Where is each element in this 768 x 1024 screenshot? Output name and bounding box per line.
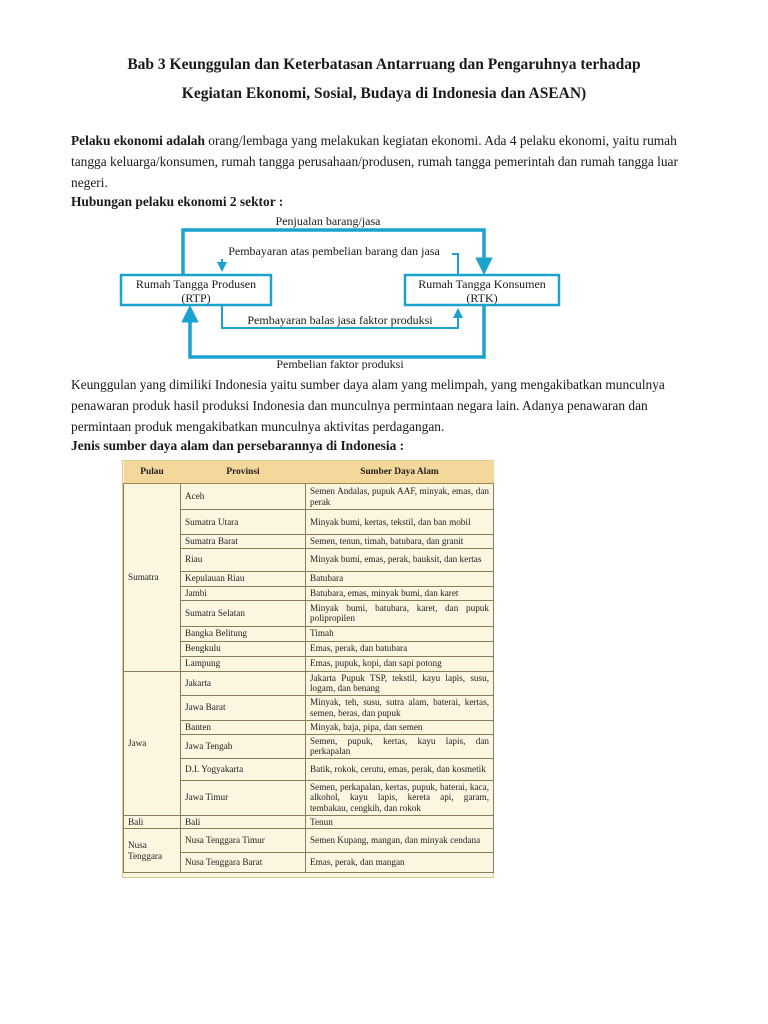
cell-sumber-daya-alam: Minyak bumi, kertas, tekstil, dan ban mobil bbox=[306, 510, 494, 535]
inner-top-flow-label: Pembayaran atas pembelian barang dan jasa bbox=[228, 244, 440, 258]
cell-sumber-daya-alam: Batubara, emas, minyak bumi, dan karet bbox=[306, 586, 494, 600]
cell-sumber-daya-alam: Semen, perkapalan, kertas, pupuk, baterai, kaca, alkohol, kayu lapis, kereta api, garam, tembakau, cengkih, dan rokok bbox=[306, 780, 494, 815]
header-provinsi: Provinsi bbox=[181, 461, 306, 484]
cell-provinsi: Lampung bbox=[181, 656, 306, 671]
table-header-row bbox=[124, 461, 494, 484]
cell-provinsi: Bangka Belitung bbox=[181, 626, 306, 641]
cell-provinsi: Sumatra Selatan bbox=[181, 600, 306, 626]
table-row bbox=[124, 671, 494, 695]
cell-sumber-daya-alam: Emas, perak, dan mangan bbox=[306, 853, 494, 873]
table-row bbox=[124, 815, 494, 829]
inner-bottom-flow-label: Pembayaran balas jasa faktor produksi bbox=[247, 313, 433, 327]
cell-provinsi: Aceh bbox=[181, 484, 306, 510]
cell-provinsi: Jawa Timur bbox=[181, 780, 306, 815]
cell-pulau: Bali bbox=[124, 815, 181, 829]
cell-sumber-daya-alam: Semen Andalas, pupuk AAF, minyak, emas, dan perak bbox=[306, 484, 494, 510]
header-sumber-daya-alam: Sumber Daya Alam bbox=[306, 461, 494, 484]
diagram-heading: Hubungan pelaku ekonomi 2 sektor : bbox=[71, 194, 284, 209]
intro-paragraph bbox=[71, 130, 711, 193]
top-flow-label: Penjualan barang/jasa bbox=[275, 214, 381, 228]
cell-pulau: Nusa Tenggara bbox=[124, 829, 181, 873]
cell-provinsi: Sumatra Utara bbox=[181, 510, 306, 535]
cell-sumber-daya-alam: Timah bbox=[306, 626, 494, 641]
cell-provinsi: Bali bbox=[181, 815, 306, 829]
cell-provinsi: D.I. Yogyakarta bbox=[181, 758, 306, 780]
title-line-1: Bab 3 Keunggulan dan Keterbatasan Antarruang dan Pengaruhnya terhadap bbox=[127, 56, 641, 73]
cell-provinsi: Banten bbox=[181, 720, 306, 734]
cell-sumber-daya-alam: Batik, rokok, cerutu, emas, perak, dan kosmetik bbox=[306, 758, 494, 780]
cell-provinsi: Jakarta bbox=[181, 671, 306, 695]
cell-sumber-daya-alam: Emas, pupuk, kopi, dan sapi potong bbox=[306, 656, 494, 671]
cell-provinsi: Nusa Tenggara Barat bbox=[181, 853, 306, 873]
cell-sumber-daya-alam: Batubara bbox=[306, 571, 494, 586]
cell-sumber-daya-alam: Jakarta Pupuk TSP, tekstil, kayu lapis, susu, logam, dan benang bbox=[306, 671, 494, 695]
intro-text: orang/lembaga yang melakukan kegiatan ekonomi. Ada 4 pelaku ekonomi, yaitu rumah tangga keluarga/konsumen, rumah tangga perusahaan/produsen, rumah tangga pemerintah dan rumah tangga luar negeri. bbox=[71, 133, 678, 190]
table-row bbox=[124, 829, 494, 853]
rtp-label-line-1: Rumah Tangga Produsen bbox=[135, 277, 257, 291]
table-row bbox=[124, 484, 494, 510]
rtk-label-line-2: (RTK) bbox=[466, 291, 498, 305]
cell-provinsi: Jawa Barat bbox=[181, 695, 306, 720]
cell-provinsi: Nusa Tenggara Timur bbox=[181, 829, 306, 853]
cell-sumber-daya-alam: Semen, tenun, timah, batubara, dan granit bbox=[306, 535, 494, 549]
cell-provinsi: Sumatra Barat bbox=[181, 535, 306, 549]
intro-bold-term: Pelaku ekonomi adalah bbox=[71, 133, 205, 148]
bottom-flow-label: Pembelian faktor produksi bbox=[276, 357, 404, 370]
cell-sumber-daya-alam: Tenun bbox=[306, 815, 494, 829]
cell-sumber-daya-alam: Minyak bumi, emas, perak, bauksit, dan kertas bbox=[306, 548, 494, 571]
natural-resources-table bbox=[123, 461, 494, 873]
rtk-label-line-1: Rumah Tangga Konsumen bbox=[418, 277, 546, 291]
header-pulau: Pulau bbox=[124, 461, 181, 484]
natural-resources-table-container bbox=[122, 460, 494, 878]
cell-sumber-daya-alam: Minyak, teh, susu, sutra alam, baterai, kertas, semen, beras, dan pupuk bbox=[306, 695, 494, 720]
economic-circular-flow-diagram bbox=[118, 212, 568, 370]
cell-sumber-daya-alam: Semen Kupang, mangan, dan minyak cendana bbox=[306, 829, 494, 853]
cell-sumber-daya-alam: Emas, perak, dan batubara bbox=[306, 641, 494, 656]
page-title bbox=[40, 50, 728, 108]
cell-provinsi: Riau bbox=[181, 548, 306, 571]
cell-sumber-daya-alam: Minyak, baja, pipa, dan semen bbox=[306, 720, 494, 734]
advantage-paragraph: Keunggulan yang dimiliki Indonesia yaitu sumber daya alam yang melimpah, yang mengakibatkan munculnya penawaran produk hasil produksi Indonesia dan munculnya permintaan negara lain. Adanya penawaran dan permintaan produk mengakibatkan munculnya aktivitas perdagangan. bbox=[71, 377, 665, 434]
title-line-2: Kegiatan Ekonomi, Sosial, Budaya di Indonesia dan ASEAN) bbox=[181, 85, 587, 102]
cell-sumber-daya-alam: Minyak bumi, batubara, karet, dan pupuk polipropilen bbox=[306, 600, 494, 626]
table-heading: Jenis sumber daya alam dan persebarannya di Indonesia : bbox=[71, 438, 405, 453]
cell-sumber-daya-alam: Semen, pupuk, kertas, kayu lapis, dan perkapalan bbox=[306, 734, 494, 758]
cell-pulau: Jawa bbox=[124, 671, 181, 815]
table-body bbox=[124, 484, 494, 873]
cell-pulau: Sumatra bbox=[124, 484, 181, 672]
cell-provinsi: Kepulauan Riau bbox=[181, 571, 306, 586]
rtp-label-line-2: (RTP) bbox=[181, 291, 211, 305]
cell-provinsi: Jawa Tengah bbox=[181, 734, 306, 758]
cell-provinsi: Bengkulu bbox=[181, 641, 306, 656]
cell-provinsi: Jambi bbox=[181, 586, 306, 600]
